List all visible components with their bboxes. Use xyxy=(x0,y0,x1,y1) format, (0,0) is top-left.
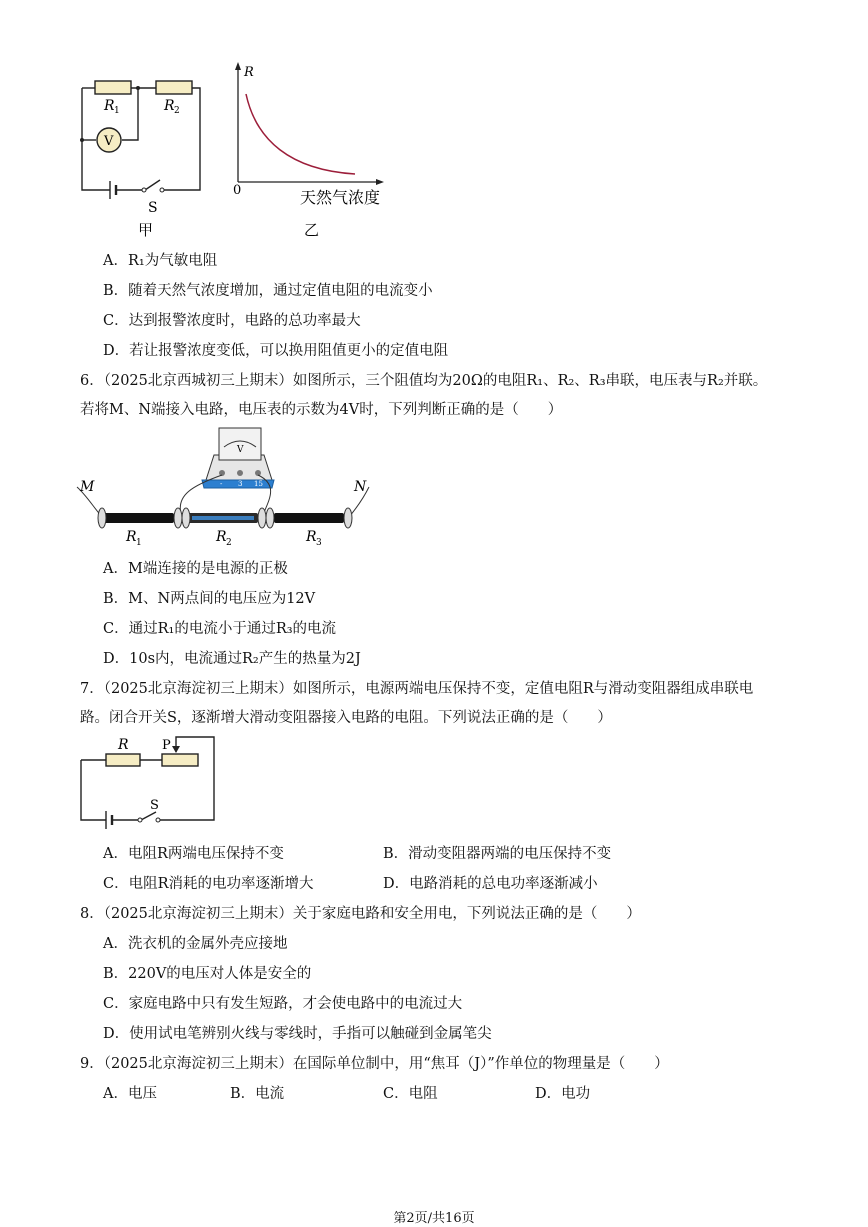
q7-option-c: C．电阻R消耗的电功率逐渐增大 xyxy=(103,876,314,892)
r2-sub: 2 xyxy=(226,538,232,548)
q5-figure xyxy=(70,60,410,245)
switch-label: S xyxy=(148,200,158,216)
meter-label: V xyxy=(237,445,244,455)
q8-option-d: D．使用试电笔辨别火线与零线时，手指可以触碰到金属笔尖 xyxy=(103,1026,492,1042)
resistor-r xyxy=(106,754,140,766)
terminal-minus: - xyxy=(220,480,223,488)
r-label: R xyxy=(118,737,129,753)
y-axis-label: R xyxy=(244,65,254,80)
p-label: P xyxy=(162,738,171,753)
q7-stem-line2: 路。闭合开关S，逐渐增大滑动变阻器接入电路的电阻。下列说法正确的是（ ） xyxy=(80,710,612,726)
q6-option-a: A．M端连接的是电源的正极 xyxy=(103,561,288,577)
q9-option-c: C．电阻 xyxy=(383,1086,438,1102)
x-axis-label: 天然气浓度 xyxy=(300,188,381,207)
q8-option-c: C．家庭电路中只有发生短路，才会使电路中的电流过大 xyxy=(103,996,463,1012)
caption-yi: 乙 xyxy=(304,221,320,239)
q7-option-d: D．电路消耗的总电功率逐渐减小 xyxy=(383,876,598,892)
resistor-bars xyxy=(98,508,352,528)
s-label: S xyxy=(150,798,159,813)
r3-sub: 3 xyxy=(316,538,322,548)
resistor-r1 xyxy=(95,81,131,94)
q9-option-a: A．电压 xyxy=(103,1086,157,1102)
rheostat xyxy=(162,754,198,766)
q6-stem-line2: 若将M、N端接入电路，电压表的示数为4V时，下列判断正确的是（ ） xyxy=(80,402,563,418)
page-footer: 第2页/共16页 xyxy=(393,1211,475,1226)
q8-option-a: A．洗衣机的金属外壳应接地 xyxy=(103,936,288,952)
resistor-r2 xyxy=(156,81,192,94)
origin-label: 0 xyxy=(233,183,242,198)
q7-stem-line1: 7．（2025北京海淀初三上期末）如图所示，电源两端电压保持不变，定值电阻R与滑动变阻器组成串联电 xyxy=(80,681,754,697)
r1-label: R xyxy=(126,529,137,545)
q9-option-d: D．电功 xyxy=(535,1086,591,1102)
q6-figure xyxy=(74,425,374,550)
q8-option-b: B．220V的电压对人体是安全的 xyxy=(103,966,312,982)
r2-sub: 2 xyxy=(174,106,180,116)
q6-stem-line1: 6．（2025北京西城初三上期末）如图所示，三个阻值均为20Ω的电阻R₁、R₂、R₃串联，电压表与R₂并联。 xyxy=(80,373,768,389)
resistance-curve xyxy=(246,94,355,174)
r1-sub: 1 xyxy=(136,538,142,548)
q8-stem: 8．（2025北京海淀初三上期末）关于家庭电路和安全用电，下列说法正确的是（ ） xyxy=(80,906,641,922)
q5-option-a: A．R₁为气敏电阻 xyxy=(103,253,218,269)
q9-stem: 9．（2025北京海淀初三上期末）在国际单位制中，用“焦耳（J）”作单位的物理量是（ ） xyxy=(80,1056,669,1072)
r1-label: R xyxy=(104,98,115,114)
terminal-n: N xyxy=(354,479,367,495)
r1-sub: 1 xyxy=(114,106,120,116)
q5-option-c: C．达到报警浓度时，电路的总功率最大 xyxy=(103,313,361,329)
q6-option-d: D．10s内，电流通过R₂产生的热量为2J xyxy=(103,651,361,667)
circuit-jia xyxy=(82,81,200,199)
q7-option-a: A．电阻R两端电压保持不变 xyxy=(103,846,284,862)
terminal-m: M xyxy=(80,479,95,495)
caption-jia: 甲 xyxy=(138,221,154,239)
q7-figure xyxy=(76,732,226,832)
terminal-15: 15 xyxy=(254,480,263,488)
r2-label: R xyxy=(216,529,227,545)
q6-option-c: C．通过R₁的电流小于通过R₃的电流 xyxy=(103,621,337,637)
voltmeter-label: V xyxy=(104,134,114,149)
terminal-3: 3 xyxy=(238,480,243,488)
q7-option-b: B．滑动变阻器两端的电压保持不变 xyxy=(383,846,612,862)
q5-option-d: D．若让报警浓度变低，可以换用阻值更小的定值电阻 xyxy=(103,343,449,359)
q6-option-b: B．M、N两点间的电压应为12V xyxy=(103,591,316,607)
q5-option-b: B．随着天然气浓度增加，通过定值电阻的电流变小 xyxy=(103,283,433,299)
r3-label: R xyxy=(306,529,317,545)
graph-yi xyxy=(235,62,384,185)
q9-option-b: B．电流 xyxy=(230,1086,285,1102)
r2-label: R xyxy=(164,98,175,114)
